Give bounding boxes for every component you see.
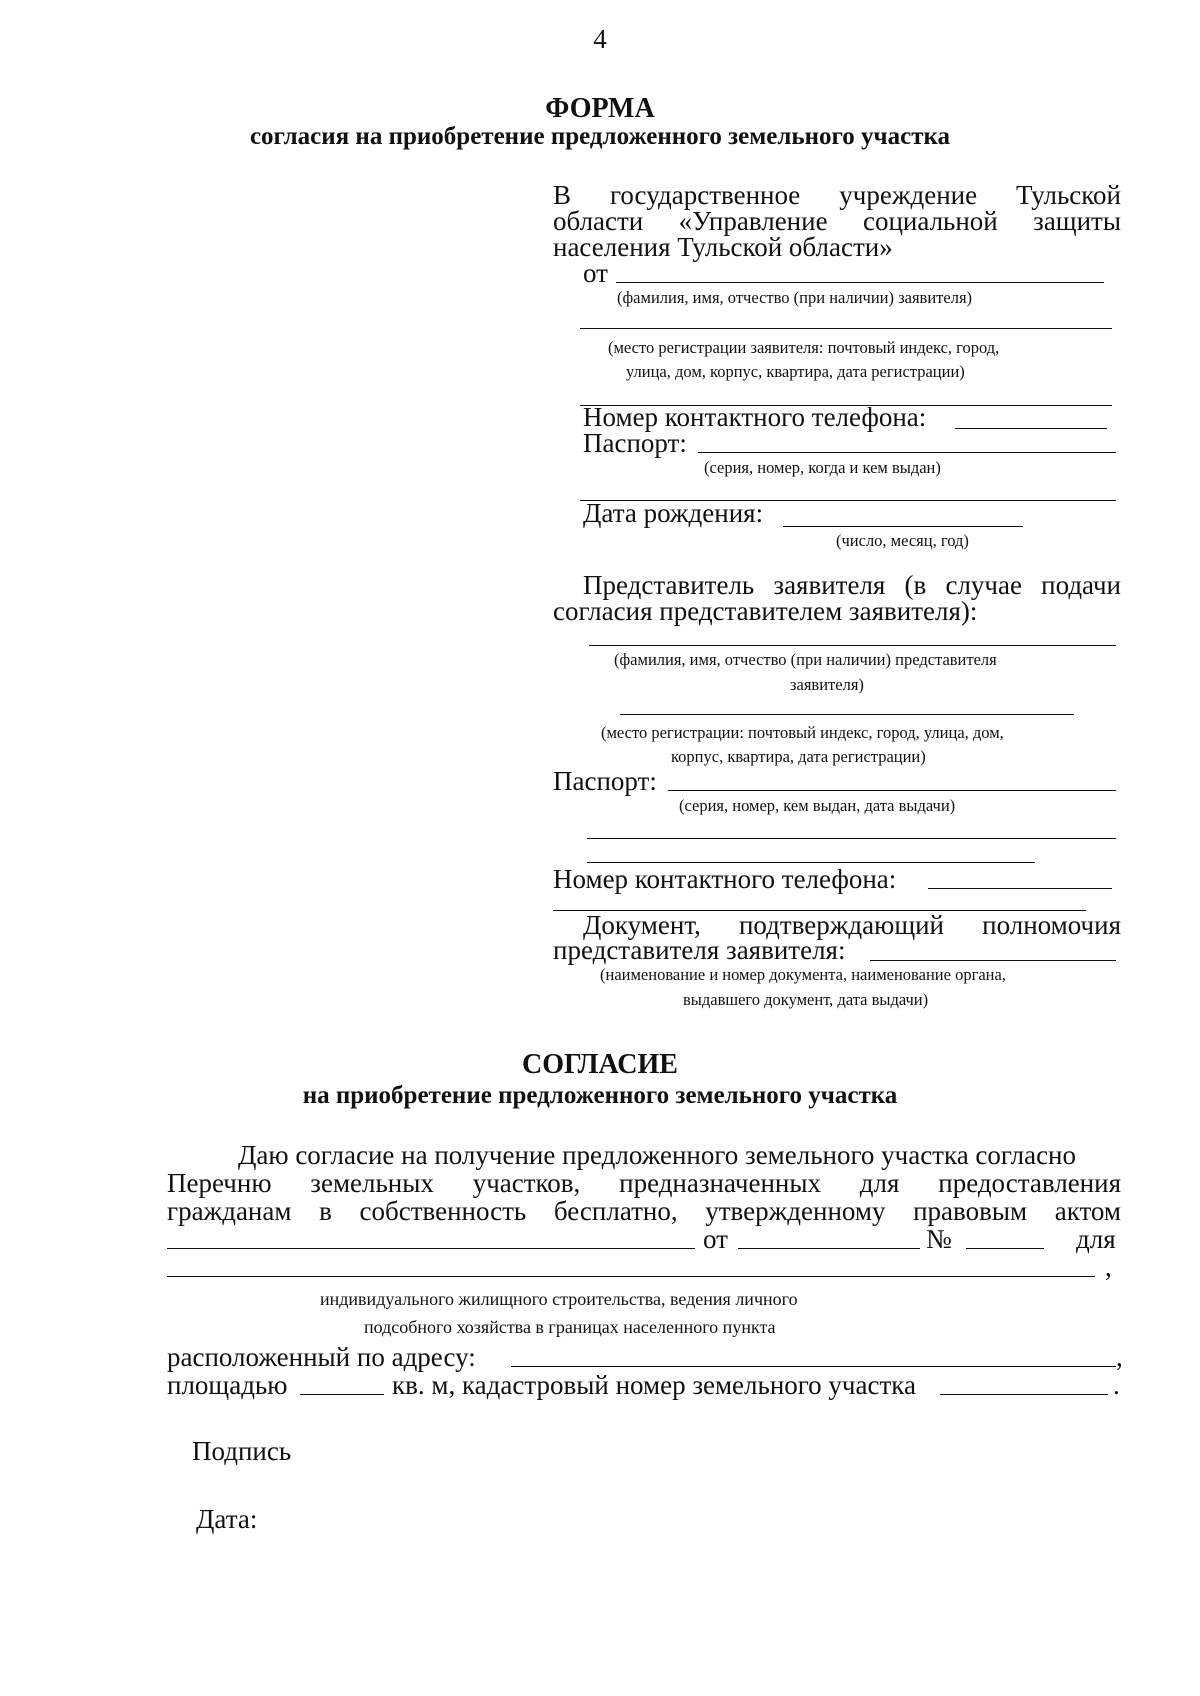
applicant-phone-label: Номер контактного телефона:: [583, 402, 927, 432]
document-field[interactable]: [870, 960, 1116, 961]
consent-subtitle: на приобретение предложенного земельного участка: [302, 1082, 898, 1109]
birth-date-label: Дата рождения:: [583, 498, 764, 528]
document-hint-1: (наименование и номер документа, наименование органа,: [600, 965, 1006, 984]
representative-passport-hint: (серия, номер, кем выдан, дата выдачи): [679, 796, 956, 815]
date-label: Дата:: [196, 1504, 258, 1534]
purpose-comma: ,: [1105, 1252, 1112, 1282]
consent-line-1: Даю согласие на получение предложенного земельного участка согласно: [238, 1140, 1077, 1170]
area-unit-label: кв. м, кадастровый номер земельного участка: [392, 1370, 916, 1400]
consent-line-2: Перечню земельных участков, предназначенных для предоставления: [167, 1168, 1121, 1198]
from-label: от: [583, 258, 608, 288]
number-sign: №: [926, 1224, 952, 1254]
consent-line-3: гражданам в собственность бесплатно, утвержденному правовым актом: [167, 1196, 1121, 1226]
purpose-field[interactable]: [167, 1276, 1095, 1277]
representative-intro-2: согласия представителем заявителя):: [553, 596, 978, 626]
birth-date-hint: (число, месяц, год): [836, 531, 969, 550]
representative-registration-hint-1: (место регистрации: почтовый индекс, город, улица, дом,: [601, 723, 1004, 742]
addressee-line-2: области «Управление социальной защиты: [553, 206, 1121, 236]
legal-act-field[interactable]: [167, 1248, 695, 1249]
representative-registration-field[interactable]: [620, 714, 1074, 715]
form-subtitle: согласия на приобретение предложенного земельного участка: [249, 123, 951, 150]
document-label-1: Документ, подтверждающий полномочия: [583, 910, 1121, 940]
purpose-hint-1: индивидуального жилищного строительства, ведения личного: [320, 1289, 798, 1309]
addressee-line-3: населения Тульской области»: [553, 232, 893, 262]
representative-extra-field[interactable]: [587, 862, 1035, 863]
applicant-registration-hint-2: улица, дом, корпус, квартира, дата регистрации): [626, 362, 965, 381]
consent-title: СОГЛАСИЕ: [522, 1049, 678, 1080]
representative-name-hint-1: (фамилия, имя, отчество (при наличии) представителя: [614, 650, 997, 669]
representative-passport-field-2[interactable]: [587, 838, 1116, 839]
legal-act-date-field[interactable]: [738, 1248, 920, 1249]
legal-act-number-field[interactable]: [966, 1248, 1044, 1249]
form-title: ФОРМА: [545, 93, 655, 124]
area-field[interactable]: [300, 1394, 384, 1395]
representative-intro-1: Представитель заявителя (в случае подачи: [583, 570, 1121, 600]
applicant-passport-label: Паспорт:: [583, 428, 687, 458]
applicant-passport-hint: (серия, номер, когда и кем выдан): [704, 458, 941, 477]
applicant-phone-field[interactable]: [955, 428, 1107, 429]
address-comma: ,: [1116, 1342, 1123, 1372]
representative-name-hint-2: заявителя): [790, 675, 864, 694]
applicant-name-hint: (фамилия, имя, отчество (при наличии) заявителя): [617, 288, 973, 307]
purpose-hint-2: подсобного хозяйства в границах населенного пункта: [364, 1317, 776, 1337]
birth-date-field[interactable]: [783, 526, 1023, 527]
representative-passport-field[interactable]: [668, 790, 1116, 791]
applicant-registration-hint-1: (место регистрации заявителя: почтовый индекс, город,: [608, 338, 1000, 357]
applicant-registration-field[interactable]: [580, 328, 1112, 329]
area-label: площадью: [167, 1370, 288, 1400]
consent-for-label: для: [1076, 1224, 1116, 1254]
cadastral-number-field[interactable]: [940, 1394, 1108, 1395]
address-label: расположенный по адресу:: [167, 1342, 476, 1372]
representative-phone-field[interactable]: [928, 888, 1112, 889]
addressee-line-1: В государственное учреждение Тульской: [553, 180, 1121, 210]
representative-phone-label: Номер контактного телефона:: [553, 864, 897, 894]
page-number: 4: [593, 24, 607, 54]
consent-from-label: от: [703, 1224, 728, 1254]
signature-label: Подпись: [192, 1436, 292, 1466]
applicant-name-field[interactable]: [616, 282, 1104, 283]
address-field[interactable]: [511, 1366, 1116, 1367]
document-hint-2: выдавшего документ, дата выдачи): [683, 990, 929, 1009]
applicant-passport-field[interactable]: [698, 452, 1116, 453]
representative-passport-label: Паспорт:: [553, 766, 657, 796]
representative-registration-hint-2: корпус, квартира, дата регистрации): [671, 747, 926, 766]
final-period: .: [1113, 1370, 1120, 1400]
document-label-2: представителя заявителя:: [553, 935, 846, 965]
representative-name-field[interactable]: [589, 645, 1116, 646]
